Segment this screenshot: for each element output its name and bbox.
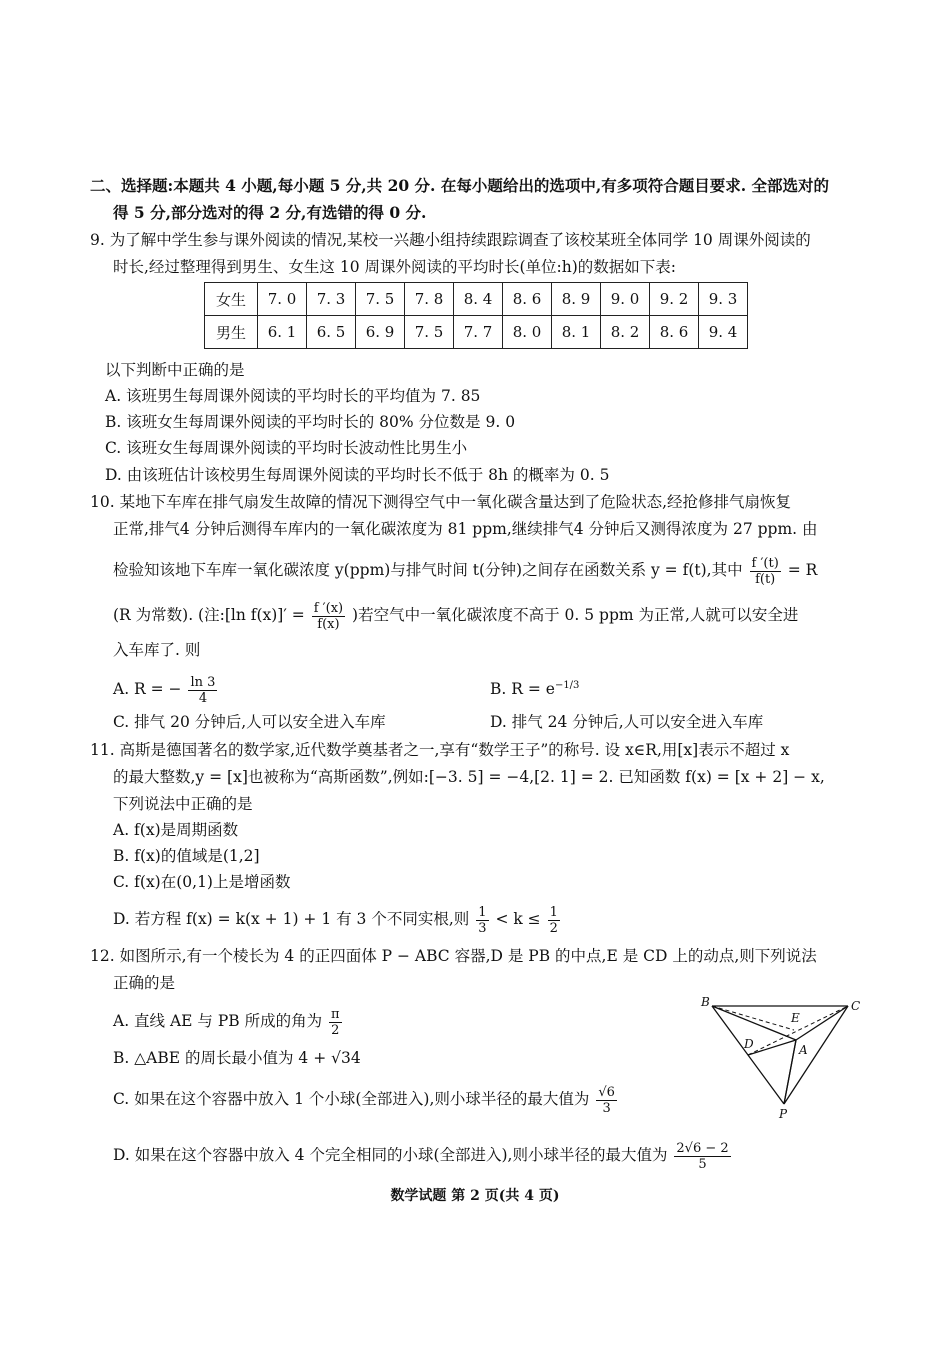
table-cell: 8. 4 xyxy=(454,283,503,316)
table-cell: 7. 8 xyxy=(405,283,454,316)
label-e: E xyxy=(791,1011,800,1025)
table-cell: 6. 1 xyxy=(258,316,307,349)
reading-time-table xyxy=(204,282,748,349)
q10-line4-tail: )若空气中一氧化碳浓度不高于 0. 5 ppm 为正常,人就可以安全进 xyxy=(352,606,799,624)
q11-stem-line1: 11. 高斯是德国著名的数学家,近代数学奠基者之一,享有“数学王子”的称号. 设 x∈R,用[x]表示不超过 x xyxy=(90,741,790,759)
q10-stem-line3 xyxy=(113,553,817,587)
q11-option-d: D. 若方程 f(x) = k(x + 1) + 1 有 3 个不同实根,则 $\frac{1}{3}$ < k ≤ $\frac{1}{2}$ xyxy=(113,904,558,936)
q11-stem-line2: 的最大整数,y = [x]也被称为“高斯函数”,例如:[−3. 5] = −4,[2. 1] = 2. 已知函数 f(x) = [x + 2] − x, xyxy=(113,768,825,786)
q12-option-b: B. △ABE 的周长最小值为 4 + √34 xyxy=(113,1049,361,1067)
table-cell-label: 女生 xyxy=(205,283,258,316)
fraction: $\frac{\ln 3}{4}$ xyxy=(190,674,216,706)
table-cell: 7. 0 xyxy=(258,283,307,316)
fraction: $\frac{1}{3}$ xyxy=(478,904,487,936)
q12-option-c: C. 如果在这个容器中放入 1 个小球(全部进入),则小球半径的最大值为 $\frac{√6}{3}$ xyxy=(113,1084,615,1116)
table-cell: 7. 5 xyxy=(405,316,454,349)
q12-stem-line2: 正确的是 xyxy=(113,974,176,992)
tetrahedron-figure xyxy=(698,994,868,1124)
table-cell: 7. 7 xyxy=(454,316,503,349)
segment-da xyxy=(748,1040,796,1055)
label-b: B xyxy=(701,995,710,1009)
q10-option-b: B. $R = e^{-1/3}$ xyxy=(490,680,580,699)
fraction: $\frac{2√6 - 2}{5}$ xyxy=(676,1140,729,1172)
edge-ca xyxy=(796,1006,848,1040)
q10-stem-line1: 10. 某地下车库在排气扇发生故障的情况下测得空气中一氧化碳含量达到了危险状态,经抢修排气扇恢复 xyxy=(90,493,792,511)
table-cell: 8. 6 xyxy=(650,316,699,349)
q10-stem-line5: 入车库了. 则 xyxy=(113,641,201,659)
fraction: $\frac{f '(x)}{f(x)}$ xyxy=(313,600,344,632)
table-cell: 7. 5 xyxy=(356,283,405,316)
section-heading-line2: 得 5 分,部分选对的得 2 分,有选错的得 0 分. xyxy=(113,203,427,222)
table-cell: 8. 9 xyxy=(552,283,601,316)
q9-option-a: A. 该班男生每周课外阅读的平均时长的平均值为 7. 85 xyxy=(105,387,481,405)
q9-option-b: B. 该班女生每周课外阅读的平均时长的 80% 分位数是 9. 0 xyxy=(105,413,516,431)
table-cell: 6. 9 xyxy=(356,316,405,349)
q11-option-c: C. f(x)在(0,1)上是增函数 xyxy=(113,873,291,891)
q10-line4-text: (R 为常数). (注:[ln f(x)]′ = xyxy=(113,606,305,624)
page-footer: 数学试题 第 2 页(共 4 页) xyxy=(390,1188,560,1204)
q10-option-d: D. 排气 24 分钟后,人可以安全进入车库 xyxy=(490,713,764,731)
label-a: A xyxy=(799,1043,808,1057)
fraction: $\frac{√6}{3}$ xyxy=(598,1084,615,1116)
fraction: $\frac{1}{2}$ xyxy=(549,904,558,936)
q10-stem-line4 xyxy=(113,598,798,632)
q9-option-c: C. 该班女生每周课外阅读的平均时长波动性比男生小 xyxy=(105,439,468,457)
table-cell: 6. 5 xyxy=(307,316,356,349)
table-cell: 8. 6 xyxy=(503,283,552,316)
q12-option-a: A. 直线 AE 与 PB 所成的角为 $\frac{\pi}{2}$ xyxy=(113,1006,340,1038)
label-p: P xyxy=(779,1107,788,1121)
q12-stem-line1: 12. 如图所示,有一个棱长为 4 的正四面体 P − ABC 容器,D 是 PB 的中点,E 是 CD 上的动点,则下列说法 xyxy=(90,947,817,965)
table-cell-label: 男生 xyxy=(205,316,258,349)
label-c: C xyxy=(851,999,861,1013)
table-cell: 9. 3 xyxy=(699,283,748,316)
table-cell: 8. 2 xyxy=(601,316,650,349)
section-heading-line1: 二、选择题:本题共 4 小题,每小题 5 分,共 20 分. 在每小题给出的选项中,有多项符合题目要求. 全部选对的 xyxy=(90,176,830,195)
q12-option-d: D. 如果在这个容器中放入 4 个完全相同的小球(全部进入),则小球半径的最大值为 $\frac{2√6 - 2}{5}$ xyxy=(113,1140,729,1172)
q9-stem-line2: 时长,经过整理得到男生、女生这 10 周课外阅读的平均时长(单位:h)的数据如下表: xyxy=(113,258,677,276)
q11-option-a: A. f(x)是周期函数 xyxy=(113,821,239,839)
table-cell: 8. 1 xyxy=(552,316,601,349)
fraction: $\frac{f '(t)}{f(t)}$ xyxy=(751,555,779,587)
fraction: $\frac{\pi}{2}$ xyxy=(331,1006,340,1038)
table-cell: 9. 4 xyxy=(699,316,748,349)
table-cell: 9. 0 xyxy=(601,283,650,316)
table-row-female xyxy=(205,283,748,316)
table-cell: 8. 0 xyxy=(503,316,552,349)
table-row-male xyxy=(205,316,748,349)
q9-stem-line1: 9. 为了解中学生参与课外阅读的情况,某校一兴趣小组持续跟踪调查了该校某班全体同学 10 周课外阅读的 xyxy=(90,231,811,249)
label-d: D xyxy=(744,1037,754,1051)
q9-prompt: 以下判断中正确的是 xyxy=(105,361,245,379)
q11-option-b: B. f(x)的值域是(1,2] xyxy=(113,847,260,865)
q10-option-a: A. R = − $\frac{\ln 3}{4}$ xyxy=(113,674,216,706)
q10-line3-text: 检验知该地下车库一氧化碳浓度 y(ppm)与排气时间 t(分钟)之间存在函数关系 y = f(t),其中 xyxy=(113,561,743,579)
q10-stem-line2: 正常,排气4 分钟后测得车库内的一氧化碳浓度为 81 ppm,继续排气4 分钟后又测得浓度为 27 ppm. 由 xyxy=(113,520,818,538)
table-cell: 7. 3 xyxy=(307,283,356,316)
segment-be-dashed xyxy=(712,1006,794,1030)
q10-option-c: C. 排气 20 分钟后,人可以安全进入车库 xyxy=(113,713,386,731)
table-cell: 9. 2 xyxy=(650,283,699,316)
q10-line3-tail: = R xyxy=(787,561,818,579)
q9-option-d: D. 由该班估计该校男生每周课外阅读的平均时长不低于 8h 的概率为 0. 5 xyxy=(105,466,610,484)
q11-stem-line3: 下列说法中正确的是 xyxy=(113,795,253,813)
